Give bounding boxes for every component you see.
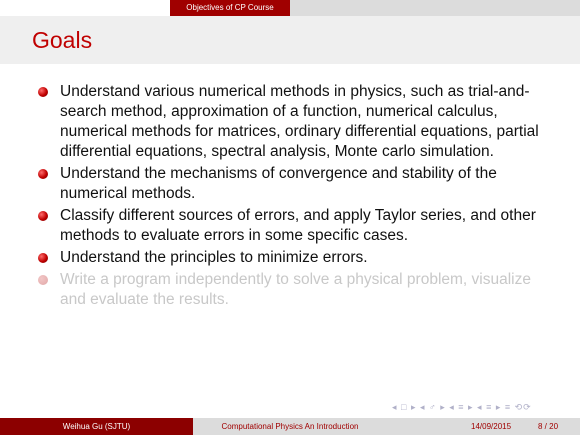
list-item-text: Write a program independently to solve a physical problem, visualize and evaluate the results.	[60, 271, 531, 308]
footer-title: Computational Physics An Introduction	[193, 418, 387, 435]
footer-date: 14/09/2015	[471, 422, 512, 431]
bullet-icon	[38, 211, 48, 221]
list-item	[38, 206, 558, 246]
section-title[interactable]: Objectives of CP Course	[170, 0, 290, 16]
bullet-icon	[38, 87, 48, 97]
bullet-icon	[38, 275, 48, 285]
bullet-list	[38, 82, 558, 312]
list-item-text: Understand the mechanisms of convergence and stability of the numerical methods.	[60, 165, 497, 202]
footer-right-panel	[387, 418, 580, 435]
footer-page-number: 8 / 20	[538, 422, 559, 431]
list-item-text: Understand the principles to minimize errors.	[60, 249, 368, 266]
frame-title: Goals	[32, 27, 93, 53]
list-item-text: Understand various numerical methods in physics, such as trial-and-search method, approximation of a function, numerical calculus, numerical methods for matrices, ordinary differential equations, partial differential equations, spectral analysis, Monte carlo simulation.	[60, 83, 539, 160]
navigation-controls[interactable]: ◂ □ ▸ ◂ ♂ ▸ ◂ ≡ ▸ ◂ ≡ ▸ ≡ ⟲⟳	[392, 402, 532, 412]
footer-bar	[0, 418, 580, 435]
list-item-text: Classify different sources of errors, and apply Taylor series, and other methods to evaluate errors in some specific cases.	[60, 207, 536, 244]
bullet-icon	[38, 253, 48, 263]
list-item-faded	[38, 270, 558, 310]
list-item	[38, 248, 558, 268]
list-item	[38, 164, 558, 204]
bullet-icon	[38, 169, 48, 179]
frame-title-bar	[0, 16, 580, 64]
footer-author: Weihua Gu (SJTU)	[0, 418, 193, 435]
header-right-panel	[290, 0, 580, 16]
list-item	[38, 82, 558, 162]
top-header-bar	[0, 0, 580, 16]
